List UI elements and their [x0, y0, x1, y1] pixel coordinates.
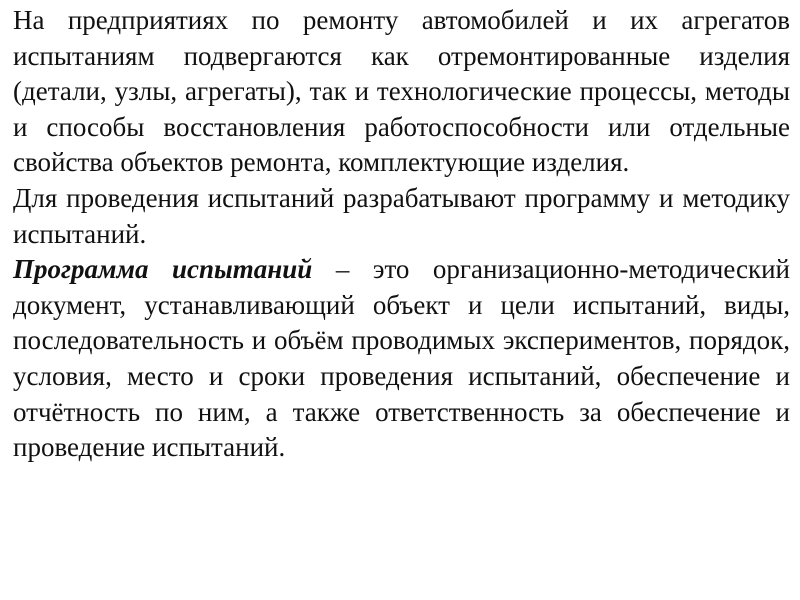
paragraph-test-program-definition: [13, 252, 790, 466]
definition-text: – это организационно-методический документ, устанавливающий объект и цели испытаний, виды, последовательность и объём проводимых экспериментов, порядок, условия, место и сроки проведения испытаний, обеспечение и отчётность по ним, а также ответственность за обеспечение и проведение испытаний.: [13, 254, 790, 463]
paragraph-repair-testing: На предприятиях по ремонту автомобилей и их агрегатов испытаниям подвергаются как отремонтированные изделия (детали, узлы, агрегаты), так и технологические процессы, методы и способы восстановления работоспособности или отдельные свойства объектов ремонта, комплектующие изделия.: [13, 5, 790, 178]
document-page: [13, 3, 790, 466]
paragraph-test-program-method: Для проведения испытаний разрабатывают программу и методику испытаний.: [13, 182, 790, 249]
term-test-program: Программа испытаний: [13, 254, 313, 285]
